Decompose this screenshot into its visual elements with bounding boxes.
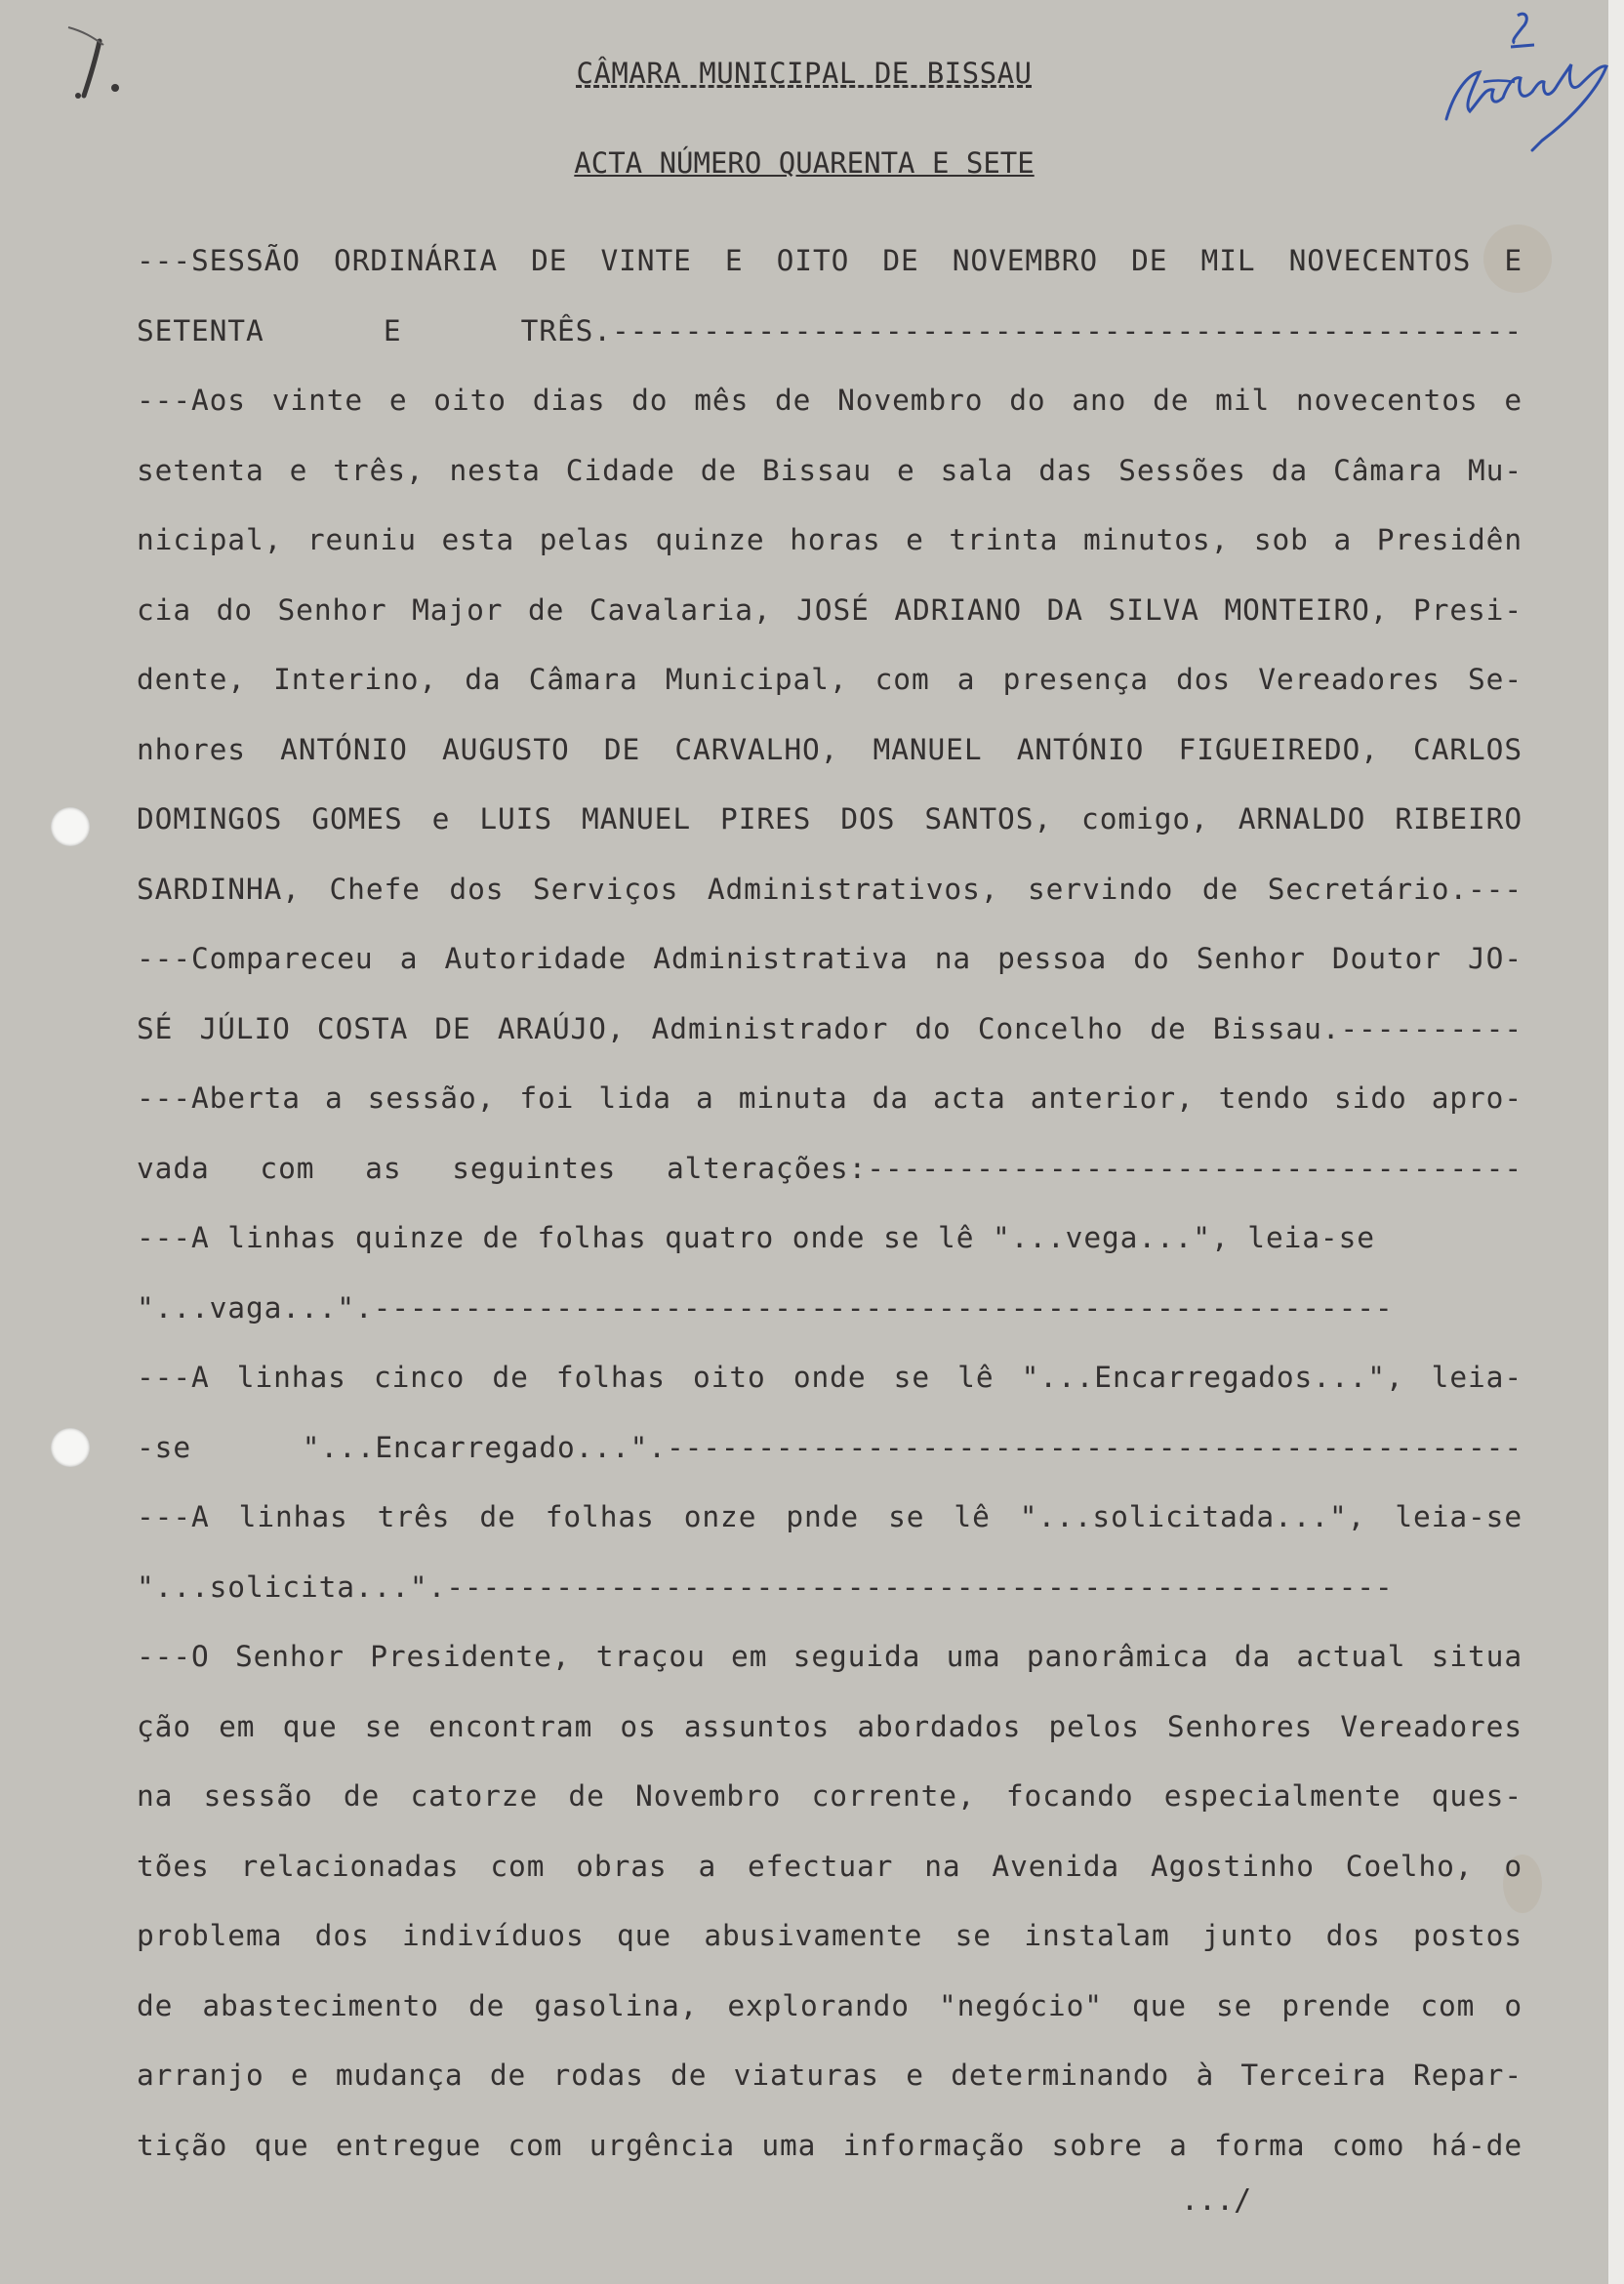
text-line: ção em que se encontram os assuntos abordados pelos Senhores Vereadores xyxy=(137,1709,1522,1743)
text-line: ---A linhas três de folhas onze pnde se lê "...solicitada...", leia-se xyxy=(137,1500,1522,1533)
handwritten-signature xyxy=(1425,4,1608,170)
text-line: ---Aos vinte e oito dias do mês de Novembro do ano de mil novecentos e xyxy=(137,384,1522,417)
continuation-marker: .../ xyxy=(1181,2183,1252,2218)
text-line: SÉ JÚLIO COSTA DE ARAÚJO, Administrador do Concelho de Bissau.---------- xyxy=(137,1011,1522,1045)
text-line: "...solicita...".---------------------------------------------------- xyxy=(137,1570,1394,1604)
text-line: ---Compareceu a Autoridade Administrativa na pessoa do Senhor Doutor JO- xyxy=(137,942,1522,975)
text-line: -se "...Encarregado...".----------------------------------------------- xyxy=(137,1430,1522,1464)
text-line: dente, Interino, da Câmara Municipal, com a presença dos Vereadores Se- xyxy=(137,663,1522,696)
text-line: ---A linhas cinco de folhas oito onde se lê "...Encarregados...", leia- xyxy=(137,1361,1522,1394)
text-line: setenta e três, nesta Cidade de Bissau e sala das Sessões da Câmara Mu- xyxy=(137,453,1522,487)
text-line: ---A linhas quinze de folhas quatro onde se lê "...vega...", leia-se xyxy=(137,1221,1375,1254)
punch-hole xyxy=(51,807,90,846)
text-line: na sessão de catorze de Novembro corrente, focando especialmente ques- xyxy=(137,1779,1522,1813)
text-line: ---Aberta a sessão, foi lida a minuta da acta anterior, tendo sido apro- xyxy=(137,1081,1522,1115)
text-line: SETENTA E TRÊS.-------------------------------------------------- xyxy=(137,313,1522,347)
text-line: tição que entregue com urgência uma informação sobre a forma como há-de xyxy=(137,2128,1522,2162)
text-line: nicipal, reuniu esta pelas quinze horas e trinta minutos, sob a Presidên xyxy=(137,523,1522,556)
text-line: cia do Senhor Major de Cavalaria, JOSÉ ADRIANO DA SILVA MONTEIRO, Presi- xyxy=(137,592,1522,627)
minute-title: ACTA NÚMERO QUARENTA E SETE xyxy=(574,146,1035,180)
minute-body xyxy=(137,226,1522,2181)
text-line: DOMINGOS GOMES e LUIS MANUEL PIRES DOS SANTOS, comigo, ARNALDO RIBEIRO xyxy=(137,802,1522,836)
institution-title: CÂMARA MUNICIPAL DE BISSAU xyxy=(576,57,1033,90)
text-line: ---O Senhor Presidente, traçou em seguida uma panorâmica da actual situa xyxy=(137,1640,1522,1673)
page-edge xyxy=(1608,0,1624,2284)
text-line: arranjo e mudança de rodas de viaturas e determinando à Terceira Repar- xyxy=(137,2059,1522,2092)
text-line: vada com as seguintes alterações:------------------------------------ xyxy=(137,1151,1522,1185)
text-line: problema dos indivíduos que abusivamente se instalam junto dos postos xyxy=(137,1919,1522,1952)
text-line: SARDINHA, Chefe dos Serviços Administrativos, servindo de Secretário.--- xyxy=(137,872,1522,906)
text-line: "...vaga...".-------------------------------------------------------- xyxy=(137,1290,1394,1325)
text-line: tões relacionadas com obras a efectuar na Avenida Agostinho Coelho, o xyxy=(137,1849,1522,1883)
text-line: ---SESSÃO ORDINÁRIA DE VINTE E OITO DE NOVEMBRO DE MIL NOVECENTOS E xyxy=(137,244,1522,277)
text-line: nhores ANTÓNIO AUGUSTO DE CARVALHO, MANUEL ANTÓNIO FIGUEIREDO, CARLOS xyxy=(137,732,1522,766)
text-line: de abastecimento de gasolina, explorando "negócio" que se prende com o xyxy=(137,1988,1522,2022)
punch-hole xyxy=(51,1428,90,1467)
